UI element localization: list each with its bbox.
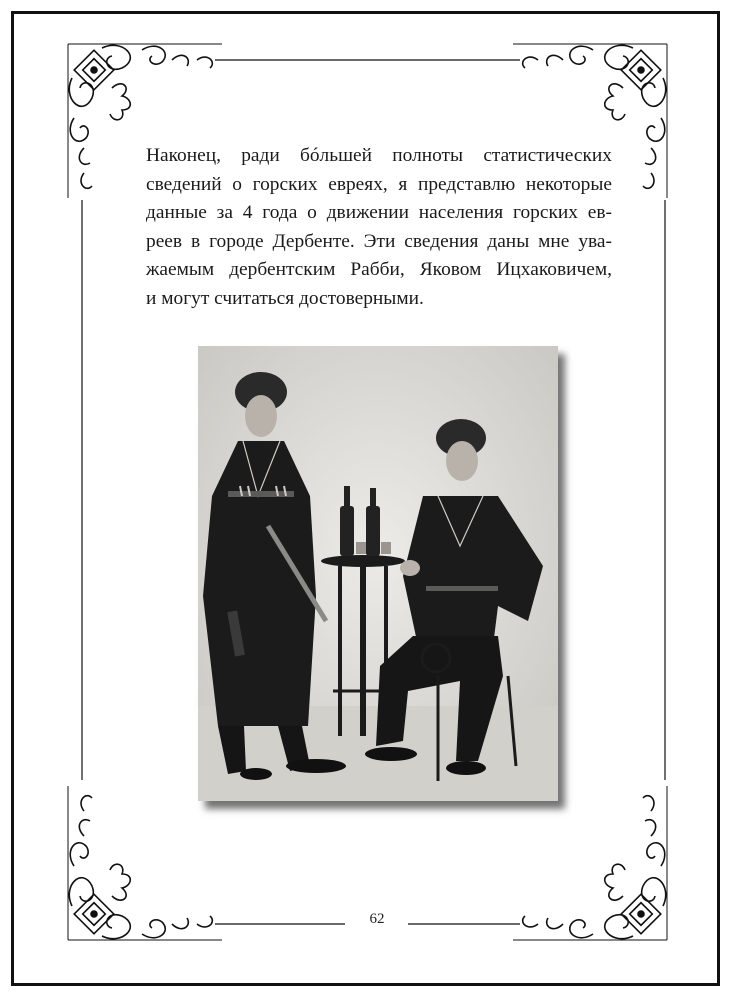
paragraph-line: реев в городе Дербенте. Эти сведения даны мне ува- bbox=[146, 230, 612, 252]
photo-image bbox=[198, 346, 558, 801]
body-paragraph bbox=[146, 142, 612, 313]
page-number: 62 bbox=[369, 911, 385, 927]
paragraph-line: жаемым дербентским Рабби, Яковом Ицхаковичем, bbox=[146, 259, 612, 280]
historical-photo bbox=[198, 346, 558, 801]
paragraph-line: Наконец, ради бóльшей полноты статистических bbox=[146, 145, 612, 166]
paragraph-line: сведений о горских евреях, я представлю некоторые bbox=[146, 173, 612, 195]
corner-ornament-icon bbox=[68, 786, 222, 940]
paragraph-line: и могут считаться достоверными. bbox=[146, 287, 424, 309]
paragraph-line: данные за 4 года о движении населения горских ев- bbox=[146, 202, 612, 223]
corner-ornament-icon bbox=[513, 786, 667, 940]
